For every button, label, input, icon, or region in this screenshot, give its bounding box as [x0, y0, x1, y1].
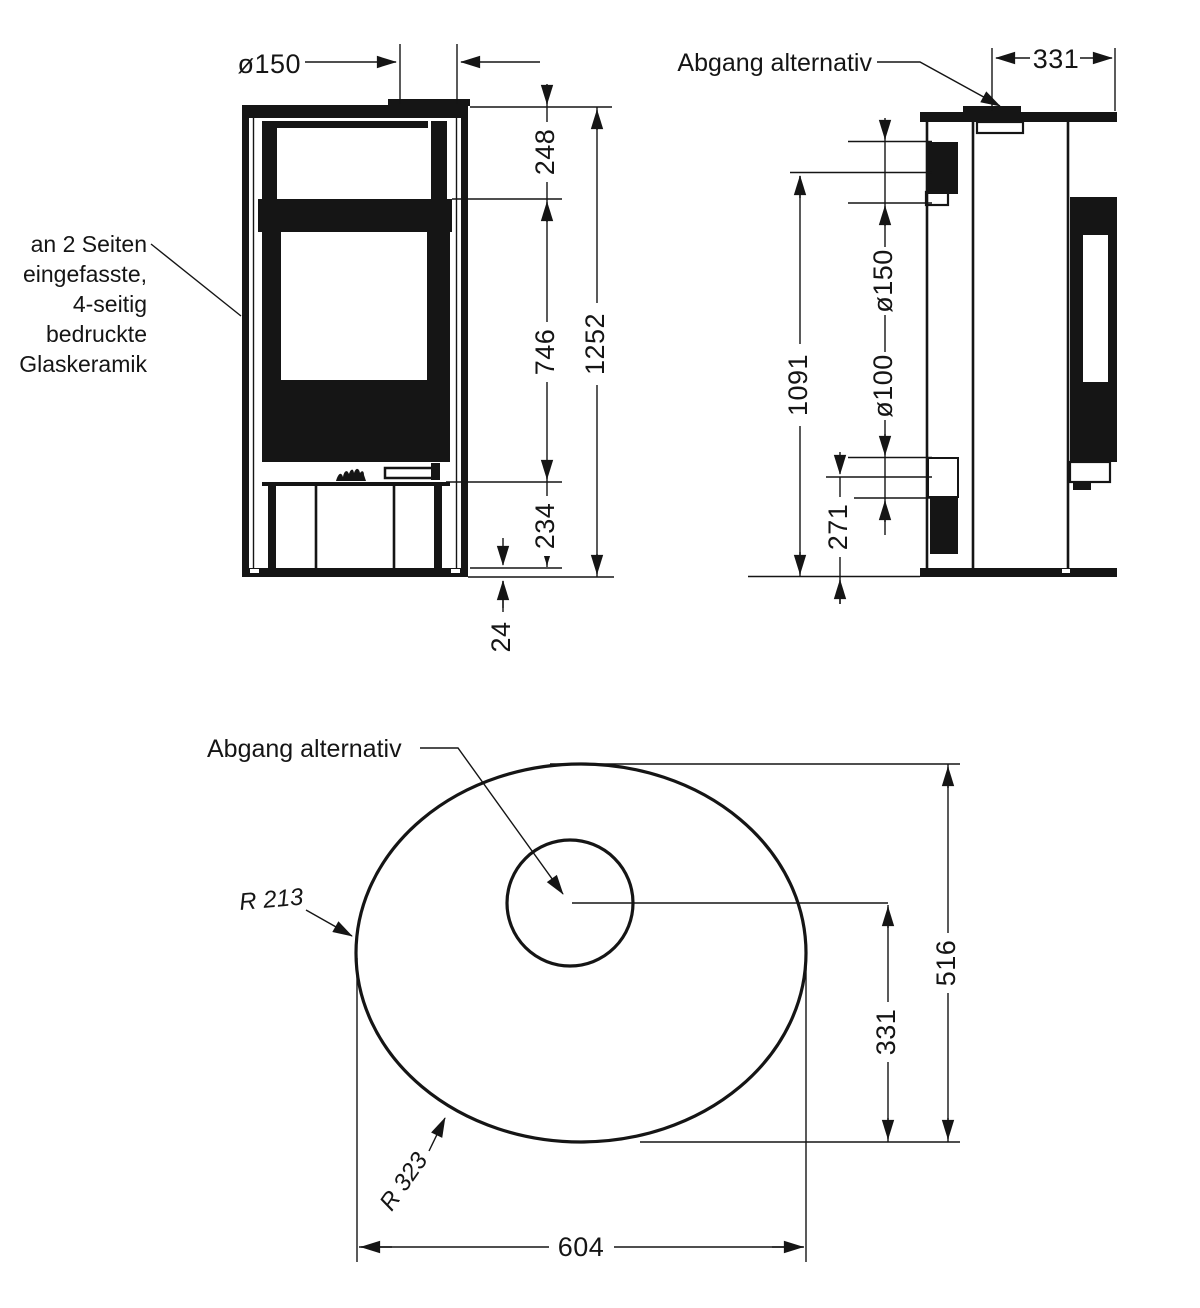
front-door-top-band	[258, 199, 452, 232]
front-band-left-strip	[262, 121, 277, 200]
side-alt-outlet-cover	[977, 122, 1023, 133]
side-door-handle	[1070, 462, 1110, 482]
plinth-left-column	[268, 486, 276, 568]
dim-text-1252: 1252	[580, 312, 611, 376]
note-line-5: Glaskeramik	[19, 351, 147, 377]
side-base-notch	[1062, 569, 1070, 573]
stove-footprint-oval	[356, 764, 806, 1142]
dim-text-331: 331	[1032, 44, 1080, 74]
dim-text-604: 604	[557, 1232, 605, 1262]
radius-front-label: R 323	[374, 1147, 434, 1216]
front-door-glass	[281, 232, 427, 380]
dim-text-dia100: ø100	[868, 354, 899, 418]
front-sill-bottom-line	[262, 482, 450, 486]
note-line-2: eingefasste,	[22, 261, 147, 287]
note-line-3: 4-seitig	[72, 291, 147, 317]
front-left-wall	[242, 118, 249, 568]
dim-top-604	[359, 1232, 804, 1262]
front-base-notch-right	[451, 569, 460, 573]
dim-text-234: 234	[530, 502, 561, 550]
note-line-1: an 2 Seiten	[30, 231, 147, 257]
dim-front-flue-diameter	[237, 44, 540, 104]
note-line-4: bedruckte	[45, 321, 147, 347]
dim-side-rear-flue	[783, 118, 932, 604]
dim-chain-front-right	[446, 84, 614, 653]
dim-text-flue: ø150	[237, 49, 301, 79]
dim-side-331	[992, 44, 1115, 111]
side-door-glass	[1083, 235, 1108, 382]
front-base-slab	[242, 568, 468, 577]
side-rear-flue-stub	[928, 142, 958, 194]
side-lower-outlet-stub	[928, 458, 958, 497]
side-top-plate	[920, 112, 1117, 122]
dim-top-516	[931, 764, 962, 1142]
plinth-right-column	[434, 486, 442, 568]
dim-text-331: 331	[871, 1008, 902, 1056]
leader-line	[151, 244, 241, 316]
front-door-latch	[431, 463, 440, 480]
dim-text-dia150: ø150	[868, 249, 899, 313]
dim-text-24: 24	[486, 621, 517, 653]
top-outlet-label: Abgang alternativ	[207, 735, 402, 763]
dim-text-746: 746	[530, 328, 561, 376]
dim-text-516: 516	[931, 939, 962, 987]
top-view	[207, 735, 962, 1262]
front-right-wall	[461, 118, 468, 568]
leader-arrow	[877, 62, 1000, 106]
front-view	[19, 44, 614, 653]
front-band-top-bar	[277, 121, 428, 128]
radius-side-label: R 213	[238, 883, 305, 916]
side-view	[677, 44, 1117, 604]
radius-labels	[238, 883, 445, 1215]
side-base-slab	[920, 568, 1117, 577]
dim-text-1091: 1091	[783, 353, 814, 417]
leader-arrow	[429, 1118, 445, 1151]
front-band-right-strip	[431, 121, 447, 200]
top-outlet-label-group	[207, 735, 563, 894]
leader-arrow	[306, 910, 352, 936]
dim-top-331	[871, 905, 902, 1142]
side-outlet-label: Abgang alternativ	[677, 49, 872, 77]
front-top-plate	[242, 105, 468, 118]
dim-text-248: 248	[530, 128, 561, 176]
dim-text-271: 271	[823, 503, 854, 551]
side-outlet-label-group	[677, 49, 1000, 106]
leader-arrow	[420, 748, 563, 894]
side-door-foot	[1073, 482, 1091, 490]
front-base-notch-left	[250, 569, 259, 573]
side-lower-block	[930, 497, 958, 554]
glass-note	[19, 231, 241, 377]
